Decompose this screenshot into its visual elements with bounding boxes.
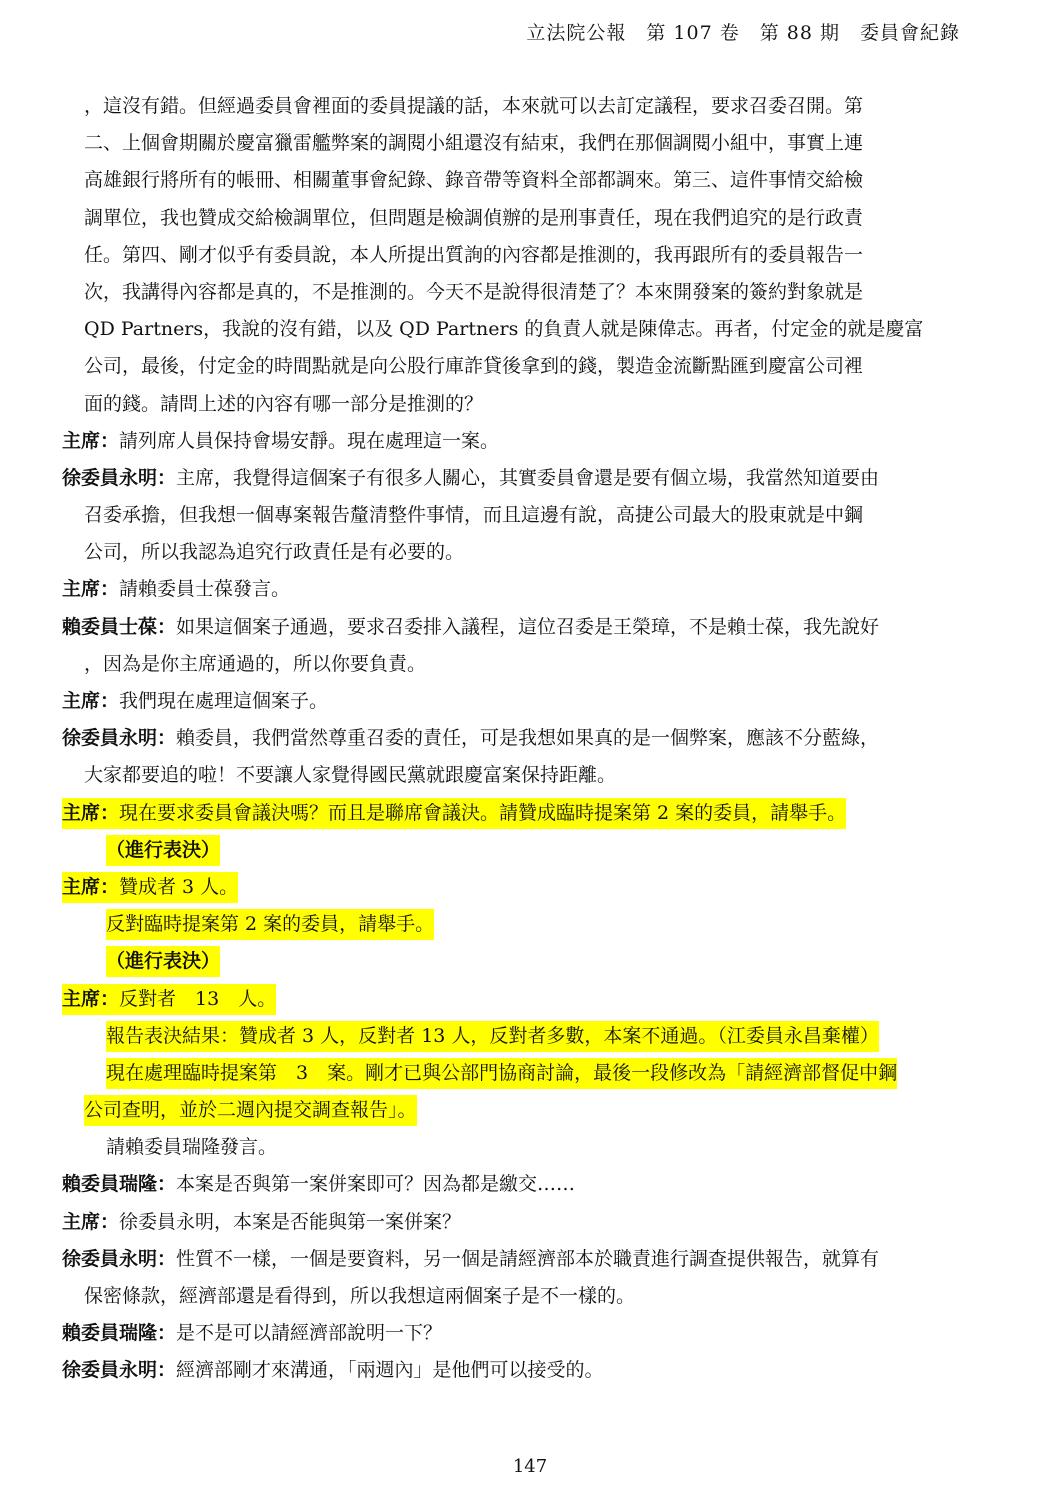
highlight: 報告表決結果：贊成者 3 人，反對者 13 人，反對者多數，本案不通過。（江委員永昌棄權） — [106, 1021, 879, 1052]
speaker-label: 主席： — [62, 690, 120, 712]
speaker-label: 主席： — [62, 1210, 120, 1233]
transcript-line: 保密條款，經濟部還是看得到，所以我想這兩個案子是不一樣的。 — [84, 1285, 636, 1307]
speaker-label: 主席： — [62, 801, 120, 824]
transcript-line: 高雄銀行將所有的帳冊、相關董事會紀錄、錄音帶等資料全部都調來。第三、這件事情交給檢 — [84, 169, 864, 192]
speaker-label: 主席： — [62, 987, 120, 1010]
speech-line: 徐委員永明：賴委員，我們當然尊重召委的責任，可是我想如果真的是一個弊案，應該不分藍綠， — [62, 727, 880, 750]
speaker-label: 主席： — [62, 578, 120, 601]
speaker-label: 徐委員永明： — [62, 727, 177, 750]
speech-line: 賴委員瑞隆：本案是否與第一案併案即可？因為都是繳交…… — [62, 1173, 576, 1196]
page-number: 147 — [512, 1456, 548, 1477]
speech-line: 主席：請賴委員士葆發言。 — [62, 578, 291, 601]
highlighted-speech-line — [62, 869, 982, 906]
transcript-line: 二、上個會期關於慶富獵雷艦弊案的調閱小組還沒有結束，我們在那個調閱小組中，事實上連 — [84, 132, 864, 155]
highlighted-line — [62, 1092, 982, 1129]
transcript-line: 公司，所以我認為追究行政責任是有必要的。 — [84, 541, 465, 564]
speaker-label: 賴委員瑞隆： — [62, 1322, 177, 1345]
highlighted-speech-line — [62, 795, 982, 832]
highlight: 主席：反對者 13 人。 — [62, 984, 276, 1015]
vote-procedure-line — [62, 943, 982, 980]
transcript-line: 調單位，我也贊成交給檢調單位，但問題是檢調偵辦的是刑事責任，現在我們追究的是行政責 — [84, 206, 864, 229]
transcript-line: 召委承擔，但我想一個專案報告釐清整件事情，而且這邊有說，高捷公司最大的股東就是中鋼 — [84, 504, 864, 527]
transcript-line: 面的錢。請問上述的內容有哪一部分是推測的？ — [84, 392, 484, 415]
highlight: 公司查明，並於二週內提交調查報告」。 — [84, 1095, 417, 1126]
highlight: 反對臨時提案第 2 案的委員，請舉手。 — [106, 909, 434, 940]
transcript-line: 次，我講得內容都是真的，不是推測的。今天不是說得很清楚了？本來開發案的簽約對象就是 — [84, 280, 864, 303]
transcript-line: 任。第四、剛才似乎有委員說，本人所提出質詢的內容都是推測的，我再跟所有的委員報告一 — [84, 243, 864, 266]
speech-line: 主席：徐委員永明，本案是否能與第一案併案？ — [62, 1210, 462, 1233]
speaker-label: 徐委員永明： — [62, 1359, 177, 1382]
highlight: 主席：現在要求委員會議決嗎？而且是聯席會議決。請贊成臨時提案第 2 案的委員，請舉手。 — [62, 798, 846, 829]
vote-procedure-line — [62, 832, 982, 869]
speech-line: 主席：我們現在處理這個案子。 — [62, 690, 329, 712]
highlight: （進行表決） — [106, 835, 220, 866]
speech-line: 徐委員永明：經濟部剛才來溝通，「兩週內」是他們可以接受的。 — [62, 1359, 604, 1382]
speaker-label: 徐委員永明： — [62, 1247, 177, 1270]
highlighted-speech-line — [62, 981, 982, 1018]
vote-result-line — [62, 1018, 982, 1055]
highlight: 現在處理臨時提案第 3 案。剛才已與公部門協商討論，最後一段修改為「請經濟部督促中鋼 — [106, 1058, 897, 1089]
speaker-label: 賴委員瑞隆： — [62, 1173, 177, 1196]
speaker-label: 主席： — [62, 875, 120, 898]
highlight: 主席：贊成者 3 人。 — [62, 872, 238, 903]
speaker-label: 賴委員士葆： — [62, 615, 177, 638]
transcript-line: 請賴委員瑞隆發言。 — [106, 1136, 278, 1159]
speech-line: 賴委員瑞隆：是不是可以請經濟部說明一下？ — [62, 1322, 443, 1345]
highlighted-line — [62, 906, 982, 943]
transcript-line: 大家都要追的啦！不要讓人家覺得國民黨就跟慶富案保持距離。 — [84, 764, 617, 787]
speech-line: 徐委員永明：主席，我覺得這個案子有很多人關心，其實委員會還是要有個立場，我當然知道要由 — [62, 466, 880, 489]
speaker-label: 主席： — [62, 429, 120, 452]
transcript-line: ，這沒有錯。但經過委員會裡面的委員提議的話，本來就可以去訂定議程，要求召委召開。第 — [84, 95, 864, 117]
speech-line: 主席：請列席人員保持會場安靜。現在處理這一案。 — [62, 429, 500, 452]
highlight: （進行表決） — [106, 946, 220, 977]
speaker-label: 徐委員永明： — [62, 466, 177, 489]
speech-line: 徐委員永明：性質不一樣，一個是要資料，另一個是請經濟部本於職責進行調查提供報告，就算有 — [62, 1247, 880, 1270]
transcript-line: ，因為是你主席通過的，所以你要負責。 — [84, 652, 427, 675]
transcript-line: QD Partners，我說的沒有錯，以及 QD Partners 的負責人就是陳偉志。再者，付定金的就是慶富 — [84, 318, 924, 341]
highlighted-line — [62, 1055, 982, 1092]
page-header: 立法院公報 第 107 卷 第 88 期 委員會紀錄 — [526, 22, 960, 44]
transcript-body — [62, 88, 982, 1390]
speech-line: 賴委員士葆：如果這個案子通過，要求召委排入議程，這位召委是王榮璋，不是賴士葆，我先說好 — [62, 615, 880, 638]
transcript-line: 公司，最後，付定金的時間點就是向公股行庫詐貸後拿到的錢，製造金流斷點匯到慶富公司裡 — [84, 355, 864, 378]
